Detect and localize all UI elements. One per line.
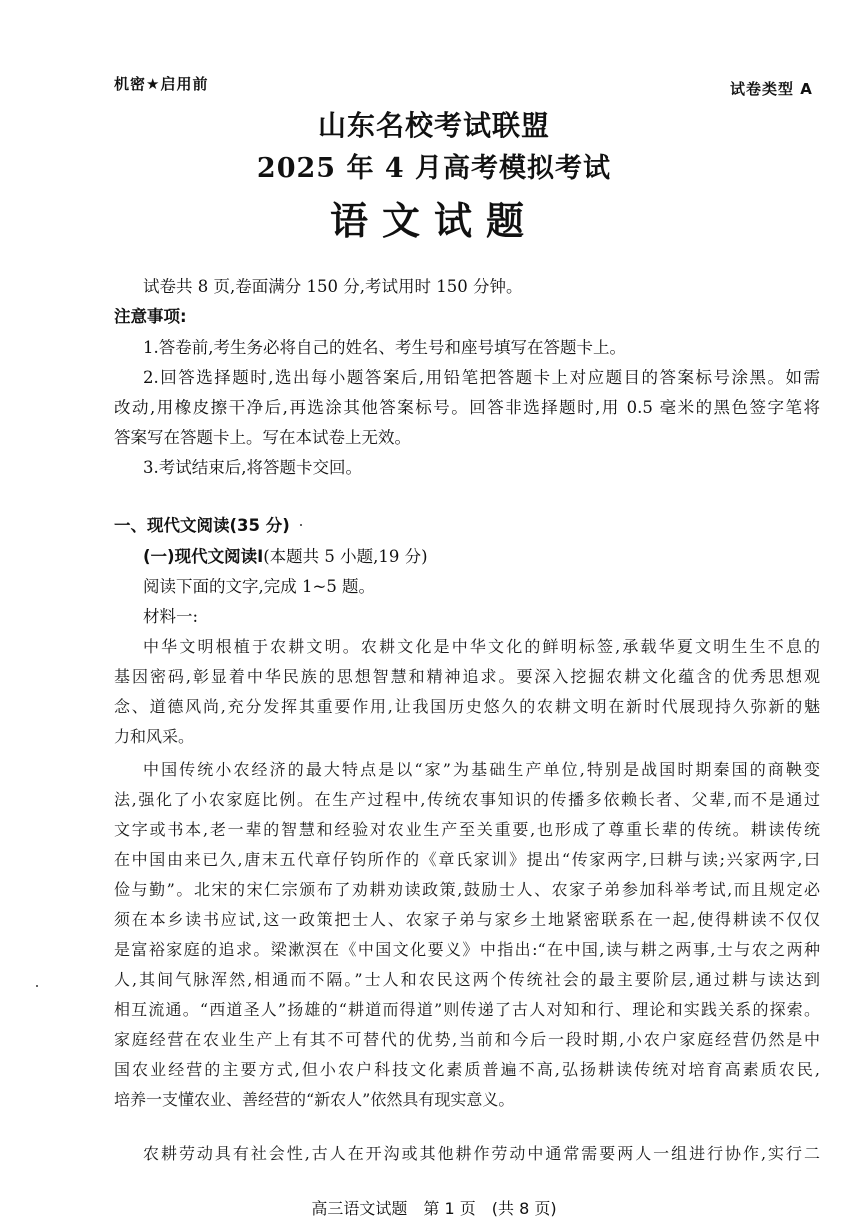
material-label: 材料一: <box>143 607 199 626</box>
scan-speck <box>36 985 38 987</box>
passage-line: 是富裕家庭的追求。梁漱溟在《中国文化要义》中指出:“在中国,读与耕之两事,士与农之两种 <box>114 940 820 959</box>
section-heading: 一、现代文阅读(35 分) <box>114 516 290 535</box>
notes-heading: 注意事项: <box>114 307 187 326</box>
sub-section-detail: (本题共 5 小题,19 分) <box>263 547 428 566</box>
passage-line: 须在本乡读书应试,这一政策把士人、农家子弟与家乡土地紧密联系在一起,使得耕读不仅仅 <box>114 910 820 929</box>
passage-line: 俭与勤”。北宋的宋仁宗颁布了劝耕劝读政策,鼓励士人、农家子弟参加科举考试,而且规定必 <box>114 880 820 899</box>
passage-line: 文字或书本,老一辈的智慧和经验对农业生产至关重要,也形成了尊重长辈的传统。耕读传统 <box>114 820 820 839</box>
sub-section-heading <box>143 543 428 571</box>
passage-line: 力和风采。 <box>114 727 195 746</box>
note-2-line-1: 2.回答选择题时,选出每小题答案后,用铅笔把答题卡上对应题目的答案标号涂黑。如需 <box>143 368 820 387</box>
page-footer: 高三语文试题 第 1 页 (共 8 页) <box>311 1199 557 1218</box>
note-3: 3.考试结束后,将答题卡交回。 <box>143 458 362 477</box>
passage-line: 家庭经营在农业生产上有其不可替代的优势,当前和今后一段时期,小农户家庭经营仍然是中 <box>114 1030 820 1049</box>
note-1: 1.答卷前,考生务必将自己的姓名、考生号和座号填写在答题卡上。 <box>143 338 626 357</box>
note-2-line-3: 答案写在答题卡上。写在本试卷上无效。 <box>114 428 411 447</box>
passage-line: 人,其间气脉浑然,相通而不隔。”士人和农民这两个传统社会的最主要阶层,通过耕与读达到 <box>114 970 820 989</box>
scan-speck <box>300 524 302 526</box>
exam-summary: 试卷共 8 页,卷面满分 150 分,考试用时 150 分钟。 <box>143 277 523 296</box>
passage-line: 在中国由来已久,唐末五代章仔钧所作的《章氏家训》提出“传家两字,曰耕与读;兴家两字,曰 <box>114 850 820 869</box>
sub-section-title: (一)现代文阅读Ⅰ <box>143 547 264 566</box>
passage-line: 国农业经营的主要方式,但小农户科技文化素质普遍不高,弘扬耕读传统对培育高素质农民, <box>114 1060 820 1079</box>
passage-line: 念、道德风尚,充分发挥其重要作用,让我国历史悠久的农耕文明在新时代展现持久弥新的魅 <box>114 697 820 716</box>
passage-line: 培养一支懂农业、善经营的“新农人”依然具有现实意义。 <box>114 1090 515 1109</box>
confidential-mark: 机密★启用前 <box>114 75 209 93</box>
exam-date-title: 2025 年 4 月高考模拟考试 <box>256 153 612 184</box>
passage-line: 相互流通。“西道圣人”扬雄的“耕道而得道”则传递了古人对知和行、理论和实践关系的探索。 <box>114 1000 820 1019</box>
passage-line: 中国传统小农经济的最大特点是以“家”为基础生产单位,特别是战国时期秦国的商鞅变 <box>143 760 820 779</box>
note-2-line-2: 改动,用橡皮擦干净后,再选涂其他答案标号。回答非选择题时,用 0.5 毫米的黑色签字笔将 <box>114 398 820 417</box>
paper-type-label: 试卷类型 A <box>730 80 813 98</box>
subject-title: 语文试题 <box>329 198 538 243</box>
passage-line: 法,强化了小农家庭比例。在生产过程中,传统农事知识的传播多依赖长者、父辈,而不是通过 <box>114 790 820 809</box>
alliance-title: 山东名校考试联盟 <box>317 109 550 142</box>
passage-line: 中华文明根植于农耕文明。农耕文化是中华文化的鲜明标签,承载华夏文明生生不息的 <box>143 637 820 656</box>
passage-line: 农耕劳动具有社会性,古人在开沟或其他耕作劳动中通常需要两人一组进行协作,实行二 <box>143 1144 820 1163</box>
reading-instruction: 阅读下面的文字,完成 1~5 题。 <box>143 577 376 596</box>
passage-line: 基因密码,彰显着中华民族的思想智慧和精神追求。要深入挖掘农耕文化蕴含的优秀思想观 <box>114 667 820 686</box>
